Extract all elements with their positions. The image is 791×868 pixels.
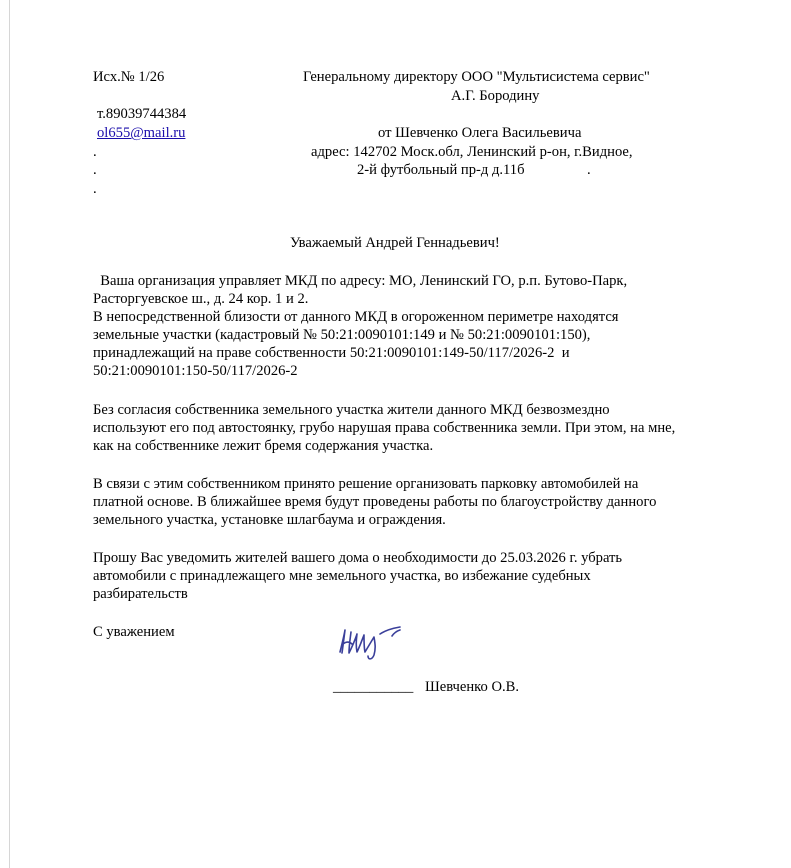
dot-line-3: . <box>93 181 97 197</box>
paragraph-line: 50:21:0090101:150-50/117/2026-2 <box>93 363 298 379</box>
handwritten-signature <box>334 622 418 667</box>
paragraph-line: платной основе. В ближайшее время будут проведены работы по благоустройству данного <box>93 494 657 510</box>
reference-number: Исх.№ 1/26 <box>93 69 165 85</box>
recipient-line-2: А.Г. Бородину <box>451 88 540 104</box>
signature-icon <box>334 622 418 662</box>
signature-line: ___________ <box>333 679 414 695</box>
paragraph-line: Расторгуевское ш., д. 24 кор. 1 и 2. <box>93 291 309 307</box>
signer-name: Шевченко О.В. <box>425 679 520 695</box>
sender-address-line-1: адрес: 142702 Моск.обл, Ленинский р-он, г.Видное, <box>311 144 633 160</box>
recipient-line-1: Генеральному директору ООО "Мультисистема сервис" <box>303 69 650 85</box>
paragraph-line: В связи с этим собственником принято решение организовать парковку автомобилей на <box>93 476 639 492</box>
closing-regards: С уважением <box>93 624 175 640</box>
sender-name-line: от Шевченко Олега Васильевича <box>378 125 582 141</box>
paragraph-line: В непосредственной близости от данного МКД в огороженном периметре находятся <box>93 309 619 325</box>
paragraph-line: Прошу Вас уведомить жителей вашего дома о необходимости до 25.03.2026 г. убрать <box>93 550 623 566</box>
paragraph-line: земельного участка, установке шлагбаума и ограждения. <box>93 512 446 528</box>
sender-address-line-2-tail: . <box>587 162 591 178</box>
paragraph-1 <box>93 272 753 380</box>
paragraph-line: как на собственнике лежит бремя содержания участка. <box>93 438 434 454</box>
greeting: Уважаемый Андрей Геннадьевич! <box>290 235 500 251</box>
paragraph-line: Ваша организация управляет МКД по адресу: МО, Ленинский ГО, р.п. Бутово-Парк, <box>93 273 628 289</box>
paragraph-line: принадлежащий на праве собственности 50:21:0090101:149-50/117/2026-2 и <box>93 345 570 361</box>
paragraph-line: используют его под автостоянку, грубо нарушая права собственника земли. При этом, на мне, <box>93 420 676 436</box>
sender-email-link[interactable]: ol655@mail.ru <box>97 125 186 141</box>
dot-line-2: . <box>93 162 97 178</box>
paragraph-3 <box>93 475 753 529</box>
sender-address-line-2: 2-й футбольный пр-д д.11б <box>357 162 525 178</box>
sender-phone: т.89039744384 <box>97 106 187 122</box>
paragraph-4 <box>93 549 753 603</box>
paragraph-line: разбирательств <box>93 586 188 602</box>
page-border <box>9 0 10 868</box>
paragraph-2 <box>93 401 753 455</box>
paragraph-line: Без согласия собственника земельного участка жители данного МКД безвозмездно <box>93 402 610 418</box>
paragraph-line: автомобили с принадлежащего мне земельного участка, во избежание судебных <box>93 568 591 584</box>
paragraph-line: земельные участки (кадастровый № 50:21:0090101:149 и № 50:21:0090101:150), <box>93 327 591 343</box>
dot-line-1: . <box>93 144 97 160</box>
